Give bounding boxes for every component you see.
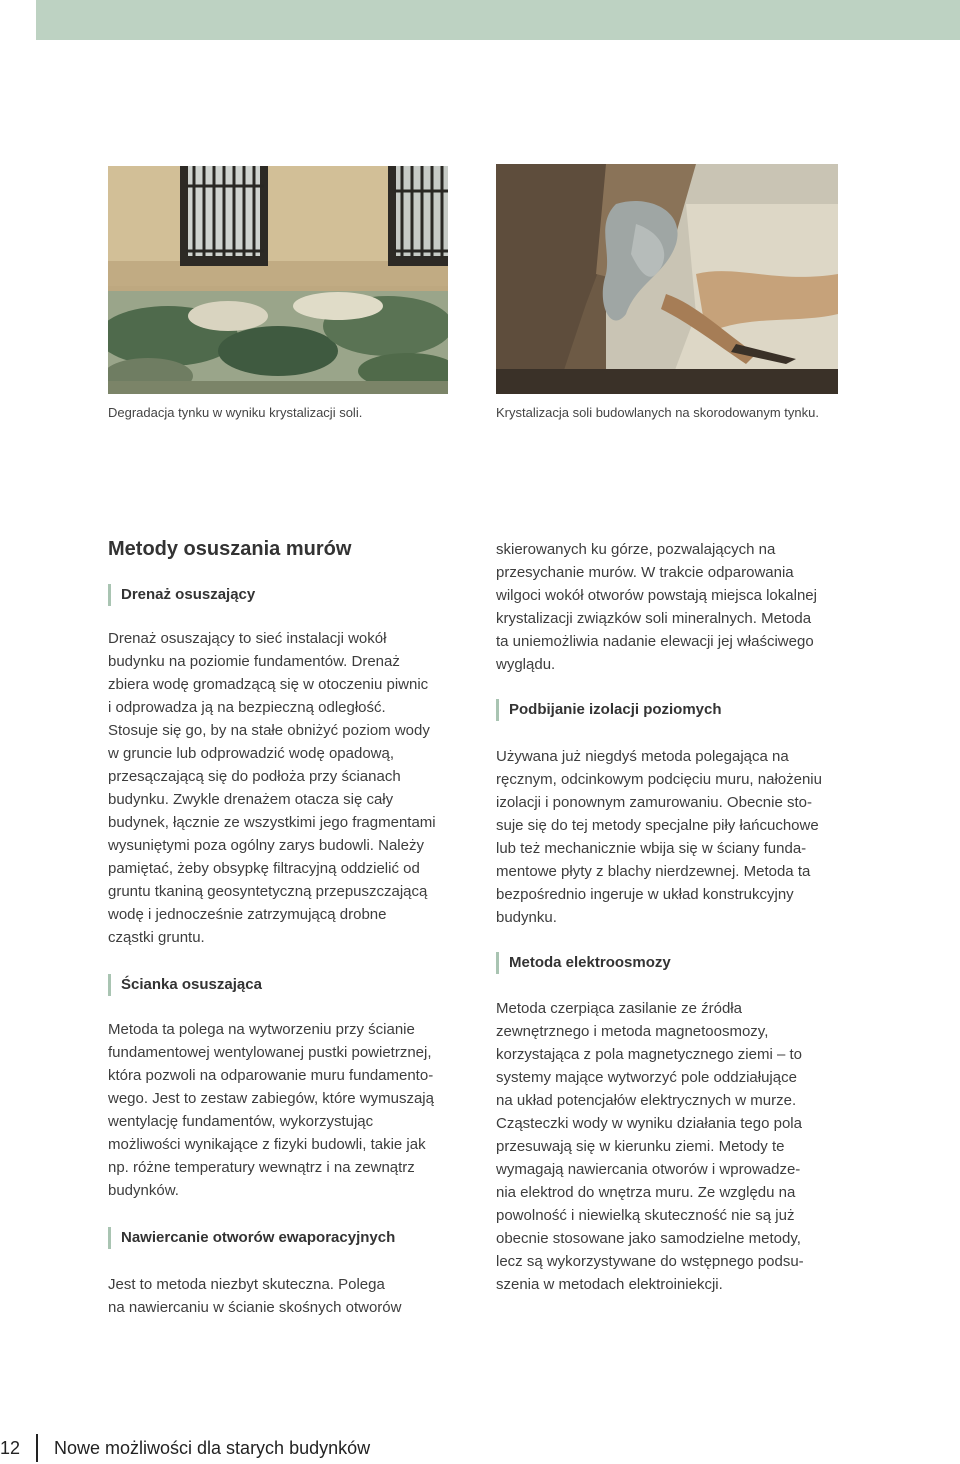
text-line: Cząsteczki wody w wyniku działania tego pola: [496, 1115, 802, 1132]
text-line: korzystająca z pola magnetycznego ziemi – to: [496, 1046, 802, 1063]
wall-salt-degradation-photo: [108, 166, 448, 394]
text-line: ręcznym, odcinkowym podcięciu muru, nałożeniu: [496, 771, 822, 788]
text-line: zbiera wodę gromadzącą się w otoczeniu piwnic: [108, 676, 429, 693]
photo-caption-right: Krystalizacja soli budowlanych na skorodowanym tynku.: [496, 405, 819, 420]
text-line: wilgoci wokół otworów powstają miejsca lokalnej: [496, 587, 817, 604]
text-line: Jest to metoda niezbyt skuteczna. Polega: [108, 1276, 385, 1293]
photo-caption-left: Degradacja tynku w wyniku krystalizacji soli.: [108, 405, 363, 420]
text-line: obecnie stosowane jako samodzielne metody,: [496, 1230, 801, 1247]
text-line: pamiętać, żeby obsypkę filtracyjną oddzielić od: [108, 860, 420, 877]
text-line: fundamentowej wentylowanej pustki powietrznej,: [108, 1044, 432, 1061]
text-line: wentylację fundamentów, wykorzystując: [108, 1113, 374, 1130]
text-line: wyglądu.: [496, 656, 556, 673]
text-line: wego. Jest to zestaw zabiegów, które wymuszają: [108, 1090, 434, 1107]
text-line: która pozwoli na odparowanie muru fundamento-: [108, 1067, 434, 1084]
text-line: przesychanie murów. W trakcie odparowania: [496, 564, 794, 581]
text-line: lub też mechanicznie wbija się w ściany funda-: [496, 840, 807, 857]
subheading-scianka: Ścianka osuszająca: [108, 974, 262, 996]
text-line: wodę i jednocześnie zatrzymującą drobne: [108, 906, 387, 923]
text-line: skierowanych ku górze, pozwalających na: [496, 541, 776, 558]
text-line: budynku.: [496, 909, 557, 926]
text-line: Metoda ta polega na wytworzeniu przy ścianie: [108, 1021, 415, 1038]
subheading-nawiercanie: Nawiercanie otworów ewaporacyjnych: [108, 1227, 395, 1249]
text-line: Stosuje się go, by na stałe obniżyć poziom wody: [108, 722, 430, 739]
text-line: systemy mające wytworzyć pole oddziałujące: [496, 1069, 797, 1086]
top-color-band: [36, 0, 960, 40]
text-line: suje się do tej metody specjalne piły łańcuchowe: [496, 817, 819, 834]
text-line: Używana już niegdyś metoda polegająca na: [496, 748, 789, 765]
text-line: w gruncie lub odprowadzić wodę opadową,: [108, 745, 395, 762]
page-number: 12: [0, 1438, 21, 1458]
footer-title: Nowe możliwości dla starych budynków: [54, 1438, 371, 1458]
text-line: budynków.: [108, 1182, 179, 1199]
text-line: budynku. Zwykle drenażem otacza się cały: [108, 791, 394, 808]
text-line: zewnętrznego i metoda magnetoosmozy,: [496, 1023, 769, 1040]
text-line: budynku na poziomie fundamentów. Drenaż: [108, 653, 400, 670]
subheading-podbijanie: Podbijanie izolacji poziomych: [496, 699, 722, 721]
text-line: Drenaż osuszający to sieć instalacji wokół: [108, 630, 387, 647]
text-line: izolacji i ponownym zamurowaniu. Obecnie sto-: [496, 794, 812, 811]
text-line: przesączającą się do podłoża przy ścianach: [108, 768, 401, 785]
text-line: powolność i niewielką skuteczność nie są już: [496, 1207, 795, 1224]
paragraph-drenaz: [108, 627, 458, 949]
paragraph-nawiercanie-continued: [496, 538, 846, 676]
text-line: bezpośrednio ingeruje w układ konstrukcyjny: [496, 886, 794, 903]
paragraph-scianka: [108, 1018, 458, 1202]
text-line: Metoda czerpiąca zasilanie ze źródła: [496, 1000, 742, 1017]
text-line: np. różne temperatury wewnątrz i na zewnątrz: [108, 1159, 415, 1176]
text-line: możliwości wynikające z fizyki budowli, takie jak: [108, 1136, 426, 1153]
text-line: mentowe płyty z blachy nierdzewnej. Metoda ta: [496, 863, 811, 880]
text-line: krystalizacji związków soli mineralnych. Metoda: [496, 610, 812, 627]
paragraph-podbijanie: [496, 745, 846, 929]
paragraph-nawiercanie: [108, 1273, 458, 1319]
footer-divider: [36, 1434, 38, 1462]
paragraph-elektroosmoza: [496, 997, 846, 1296]
text-line: budynek, łącznie ze wszystkimi jego fragmentami: [108, 814, 436, 831]
text-line: ta uniemożliwia nadanie elewacji jej właściwego: [496, 633, 814, 650]
text-line: wysuniętymi poza ogólny zarys budowli. Należy: [108, 837, 424, 854]
text-line: gruntu tkaniną geosyntetyczną przepuszczającą: [108, 883, 428, 900]
text-line: na nawiercaniu w ścianie skośnych otworów: [108, 1299, 402, 1316]
text-line: na układ potencjałów elektrycznych w murze.: [496, 1092, 797, 1109]
subheading-drenaz: Drenaż osuszający: [108, 584, 255, 606]
text-line: lecz są wykorzystywane do wstępnego podsu-: [496, 1253, 804, 1270]
page-section-title: Metody osuszania murów: [108, 538, 352, 560]
subheading-elektroosmoza: Metoda elektroosmozy: [496, 952, 671, 974]
text-line: szenia w metodach elektroiniekcji.: [496, 1276, 723, 1293]
corroded-plaster-photo: [496, 164, 838, 394]
text-line: przesuwają się w kierunku ziemi. Metody te: [496, 1138, 785, 1155]
text-line: i odprowadza ją na bezpieczną odległość.: [108, 699, 386, 716]
text-line: wymagają nawiercania otworów i wprowadze-: [496, 1161, 801, 1178]
text-line: cząstki gruntu.: [108, 929, 205, 946]
text-line: nia elektrod do wnętrza muru. Ze względu na: [496, 1184, 796, 1201]
